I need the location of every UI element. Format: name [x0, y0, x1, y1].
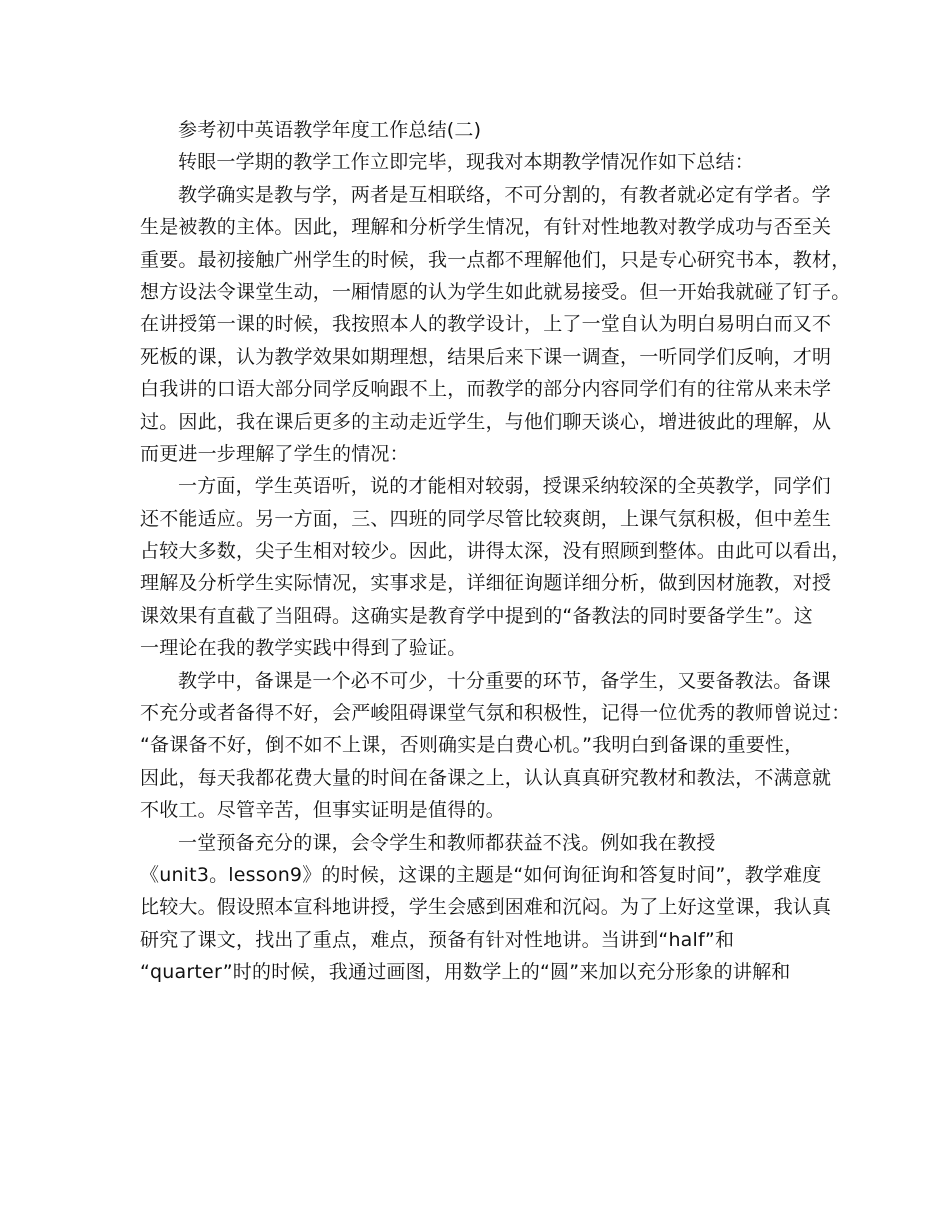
text-line: 想方设法令课堂生动，一厢情愿的认为学生如此就易接受。但一开始我就碰了钉子。 [140, 280, 851, 303]
text-line: 死板的课，认为教学效果如期理想，结果后来下课一调查，一听同学们反响，才明 [140, 345, 832, 368]
text-line: 占较大多数，尖子生相对较少。因此，讲得太深，没有照顾到整体。由此可以看出， [140, 540, 851, 563]
text-line: 教学中，备课是一个必不可少，十分重要的环节，备学生，又要备教法。备课 [178, 669, 831, 692]
text-line: 研究了课文，找出了重点，难点，预备有针对性地讲。当讲到“half”和 [140, 928, 735, 951]
text-line: 课效果有直截了当阻碍。这确实是教育学中提到的“备教法的同时要备学生”。这 [140, 604, 813, 627]
text-line: 而更进一步理解了学生的情况： [140, 442, 409, 465]
text-line: 一理论在我的教学实践中得到了验证。 [140, 637, 467, 660]
text-line: “quarter”时的时候，我通过画图，用数学上的“圆”来加以充分形象的讲解和 [140, 961, 791, 984]
text-line: 过。因此，我在课后更多的主动走近学生，与他们聊天谈心，增进彼此的理解，从 [140, 410, 832, 433]
text-line: 重要。最初接触广州学生的时候，我一点都不理解他们，只是专心研究书本，教材， [140, 248, 851, 271]
text-line: 《unit3。lesson9》的时候，这课的主题是“如何询征询和答复时间”，教学难度 [140, 863, 822, 886]
text-line: “备课备不好，倒不如不上课，否则确实是白费心机。”我明白到备课的重要性， [140, 734, 804, 757]
text-line: 不收工。尽管辛苦，但事实证明是值得的。 [140, 799, 505, 822]
text-line: 理解及分析学生实际情况，实事求是，详细征询题详细分析，做到因材施教，对授 [140, 572, 832, 595]
text-line: 一堂预备充分的课，会令学生和教师都获益不浅。例如我在教授 [178, 831, 716, 854]
text-line: 教学确实是教与学，两者是互相联络，不可分割的，有教者就必定有学者。学 [178, 183, 831, 206]
text-line: 在讲授第一课的时候，我按照本人的教学设计，上了一堂自认为明白易明白而又不 [140, 313, 832, 336]
text-line: 一方面，学生英语听，说的才能相对较弱，授课采纳较深的全英教学，同学们 [178, 475, 831, 498]
text-line: 白我讲的口语大部分同学反响跟不上，而教学的部分内容同学们有的往常从来未学 [140, 378, 832, 401]
text-line: 因此，每天我都花费大量的时间在备课之上，认认真真研究教材和教法，不满意就 [140, 766, 832, 789]
text-line: 还不能适应。另一方面，三、四班的同学尽管比较爽朗，上课气氛积极，但中差生 [140, 507, 832, 530]
text-line: 不充分或者备得不好，会严峻阻碍课堂气氛和积极性，记得一位优秀的教师曾说过： [140, 702, 851, 725]
text-line: 生是被教的主体。因此，理解和分析学生情况，有针对性地教对教学成功与否至关 [140, 216, 832, 239]
text-line: 转眼一学期的教学工作立即完毕，现我对本期教学情况作如下总结： [178, 151, 755, 174]
document-title: 参考初中英语教学年度工作总结(二) [178, 119, 482, 141]
document-body [140, 114, 851, 989]
text-line: 比较大。假设照本宣科地讲授，学生会感到困难和沉闷。为了上好这堂课，我认真 [140, 896, 832, 919]
